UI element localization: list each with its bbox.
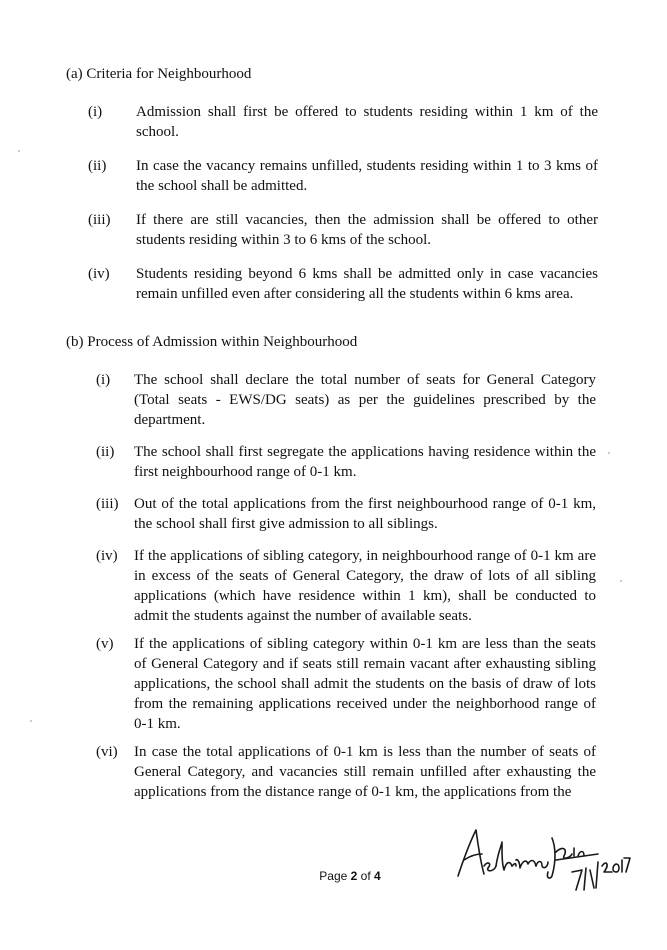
item-text: If the applications of sibling category within 0-1 km are less than the seats of General Category and if seats still remain vacant after exhausting sibling applications, the school shall admit the students on the basis of draw of lots from the remaining applications received under the neighborhood range of 0-1 km. [134,636,596,732]
item-number: (vi) [96,744,118,760]
item-number: (i) [96,372,111,388]
total-pages: 4 [374,869,381,883]
item-text: In case the vacancy remains unfilled, students residing within 1 to 3 kms of the school shall be admitted. [136,158,598,194]
item-number: (v) [96,636,114,652]
scan-speck [620,580,622,582]
item-text: The school shall declare the total number of seats for General Category (Total seats - EWS/DG seats) as per the guidelines prescribed by the department. [134,372,596,428]
item-text: Out of the total applications from the first neighbourhood range of 0-1 km, the school shall first give admission to all siblings. [134,496,596,532]
section-a-heading: (a) Criteria for Neighbourhood [66,66,252,82]
item-number: (iii) [96,496,119,512]
item-text: In case the total applications of 0-1 km is less than the number of seats of General Category, and vacancies still remain unfilled after exhausting the applications from the distance range of 0-1 km, the applications from the [134,744,596,800]
item-number: (i) [88,104,103,120]
item-number: (iv) [96,548,118,564]
item-number: (iii) [88,212,111,228]
scan-speck [608,452,610,454]
section-b-heading: (b) Process of Admission within Neighbourhood [66,334,358,350]
item-number: (iv) [88,266,110,282]
scan-speck [18,150,20,152]
of-word: of [360,869,371,883]
page-number-footer [300,869,400,883]
item-number: (ii) [88,158,107,174]
handwritten-signature [452,814,632,894]
item-text: Students residing beyond 6 kms shall be admitted only in case vacancies remain unfilled even after considering all the students within 6 kms area. [136,266,598,302]
item-text: The school shall first segregate the applications having residence within the first neighbourhood range of 0-1 km. [134,444,596,480]
item-text: If there are still vacancies, then the admission shall be offered to other students residing within 3 to 6 kms of the school. [136,212,598,248]
item-number: (ii) [96,444,115,460]
item-text: Admission shall first be offered to students residing within 1 km of the school. [136,104,598,140]
scan-speck [30,720,32,722]
page-word: Page [319,869,348,883]
item-text: If the applications of sibling category, in neighbourhood range of 0-1 km are in excess of the seats of General Category, the draw of lots of all sibling applications (which have residence within 1 km), shall be conducted to admit the students against the number of available seats. [134,548,596,624]
current-page: 2 [350,869,358,883]
